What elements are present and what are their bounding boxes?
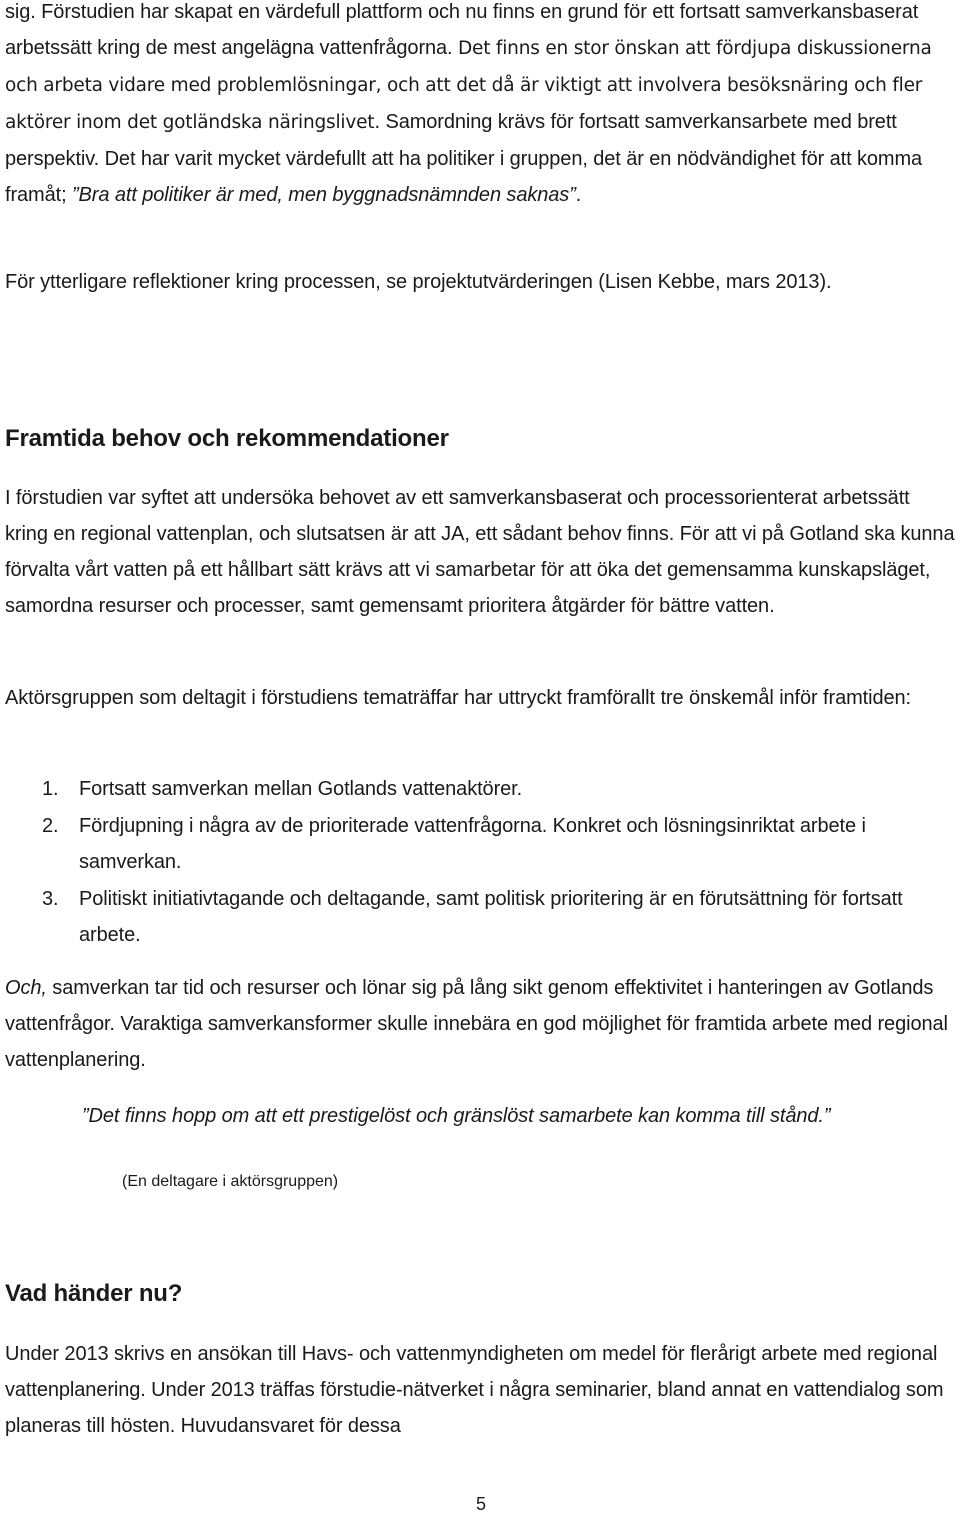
conclusion-paragraph	[5, 970, 957, 1078]
intro-end: .	[575, 184, 582, 206]
list-number: 2.	[42, 815, 59, 837]
reflections-paragraph: För ytterligare reflektioner kring processen, se projektutvärderingen (Lisen Kebbe, mars 2013).	[5, 271, 832, 293]
wishes-list	[5, 771, 957, 954]
list-number: 1.	[42, 778, 59, 800]
list-text: Fördjupning i några av de prioriterade vattenfrågorna. Konkret och lösningsinriktat arbete i samverkan.	[79, 815, 866, 873]
intro-quote: ”Bra att politiker är med, men byggnadsnämnden saknas”	[72, 184, 576, 206]
participant-quote: ”Det finns hopp om att ett prestigelöst och gränslöst samarbete kan komma till stånd.”	[82, 1105, 831, 1127]
intro-paragraph	[5, 0, 957, 213]
purpose-paragraph: I förstudien var syftet att undersöka behovet av ett samverkansbaserat och processorienterat arbetssätt kring en regional vattenplan, och slutsatsen är att JA, ett sådant behov finns. För att vi på Gotland ska kunna förvalta vårt vatten på ett hållbart sätt krävs att vi samarbetar för att öka det gemensamma kunskapsläget, samordna resurser och processer, samt gemensamt prioritera åtgärder för bättre vatten.	[5, 487, 955, 617]
page-number: 5	[475, 1494, 486, 1514]
conclusion-italic-lead: Och,	[5, 977, 47, 999]
intro-text-2: Det finns en stor önskan att fördjupa diskussionerna och arbeta vidare med problemlösningar, och att det då är viktigt att involvera besöksnäring och fler aktörer inom det gotländska näringslivet.	[5, 38, 932, 133]
list-item	[5, 771, 957, 807]
document-page	[5, 0, 957, 1515]
intro-text-1: sig. Förstudien har skapat en värdefull plattform och nu finns en grund för ett fortsatt samverkansbaserat arbetssätt kring de mest angelägna vattenfrågorna.	[5, 1, 919, 59]
section-heading-framtida: Framtida behov och rekommendationer	[5, 425, 449, 452]
conclusion-text: samverkan tar tid och resurser och lönar sig på lång sikt genom effektivitet i hanteringen av Gotlands vattenfrågor. Varaktiga samverkansformer skulle innebära en god möjlighet för framtida arbete med regional vattenplanering.	[5, 977, 948, 1071]
list-item	[5, 881, 957, 953]
next-steps-paragraph: Under 2013 skrivs en ansökan till Havs- och vattenmyndigheten om medel för flerårigt arbete med regional vattenplanering. Under 2013 träffas förstudie-nätverket i några seminarier, bland annat en vattendialog som planeras till hösten. Huvudansvaret för dessa	[5, 1343, 944, 1437]
actors-paragraph: Aktörsgruppen som deltagit i förstudiens tematräffar har uttryckt framförallt tre önskemål inför framtiden:	[5, 687, 911, 709]
list-text: Politiskt initiativtagande och deltagande, samt politisk prioritering är en förutsättning för fortsatt arbete.	[79, 888, 903, 946]
quote-source: (En deltagare i aktörsgruppen)	[122, 1173, 339, 1190]
intro-text-3: Samordning krävs för fortsatt samverkansarbete med brett perspektiv. Det har varit mycket värdefullt att ha politiker i gruppen, det är en nödvändighet för att komma framåt;	[5, 111, 923, 206]
list-item	[5, 808, 957, 880]
section-heading-vad: Vad händer nu?	[5, 1280, 183, 1307]
list-number: 3.	[42, 888, 59, 910]
list-text: Fortsatt samverkan mellan Gotlands vattenaktörer.	[79, 778, 523, 800]
